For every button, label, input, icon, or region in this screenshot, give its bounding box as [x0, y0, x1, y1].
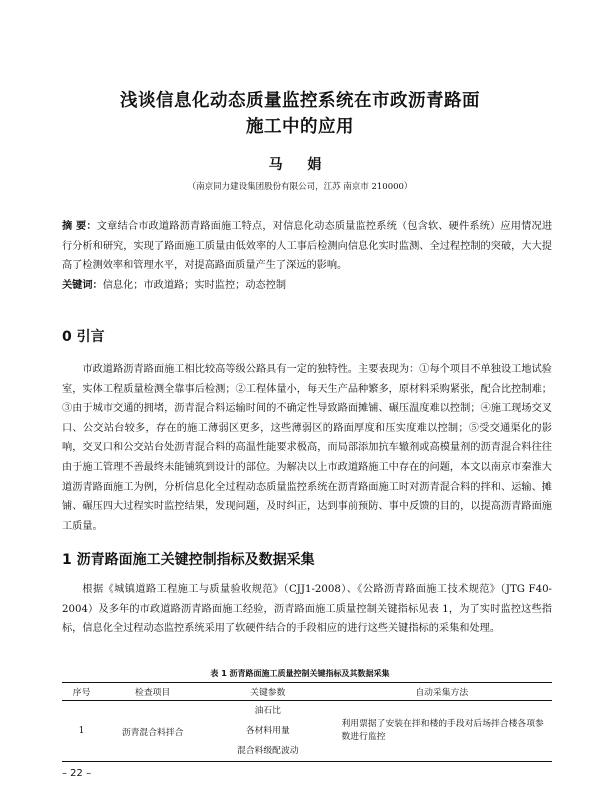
param-1: 油石比	[254, 706, 281, 716]
cell-no: 1	[62, 701, 101, 762]
abstract-text: 文章结合市政道路沥青路面施工特点，对信息化动态质量监控系统（包含软、硬件系统）应用情况进行分析和研究，实现了路面施工质量由低效率的人工事后检测向信息化实时监测、全过程控制的突破，大大提高了检测效率和管理水平，对提高路面质量产生了深远的影响。	[62, 221, 553, 271]
section-1-paragraph: 根据《城镇道路工程施工与质量验收规范》（CJJ1-2008）、《公路沥青路面施工技术规范》（JTG F40-2004）及多年的市政道路沥青路面施工经验，沥青路面施工质量控制关键指标见表 1，为了实时监控这些指标，信息化全过程动态监控系统采用了软硬件结合的手段相应的进行这些关键指标的采集和处理。	[62, 584, 552, 635]
abstract-label: 摘 要：	[62, 221, 97, 232]
abstract	[62, 217, 552, 276]
col-header-no: 序号	[62, 683, 101, 701]
section-0-heading: 0 引言	[62, 329, 105, 345]
param-2: 各材料用量	[245, 726, 290, 736]
param-3: 混合料级配波动	[236, 746, 299, 756]
col-header-item: 检查项目	[101, 683, 204, 701]
paper-title	[0, 88, 600, 140]
title-line-1: 浅谈信息化动态质量监控系统在市政沥青路面	[120, 91, 480, 111]
title-line-2: 施工中的应用	[246, 117, 354, 137]
cell-params	[204, 701, 331, 762]
table-row	[62, 701, 552, 762]
col-header-method: 自动采集方法	[331, 683, 552, 701]
table-1	[62, 682, 552, 762]
abstract-block	[62, 217, 552, 295]
section-1-heading: 1 沥青路面施工关键控制指标及数据采集	[62, 552, 315, 568]
keywords-text: 信息化；市政道路；实时监控；动态控制	[102, 279, 287, 291]
page-number: – 22 –	[62, 768, 92, 779]
keywords-label: 关键词：	[62, 279, 103, 291]
table-header-row	[62, 683, 552, 701]
author-affiliation: （南京同力建设集团股份有限公司，江苏 南京市 210000）	[187, 182, 413, 192]
cell-item: 沥青混合料拌合	[101, 701, 204, 762]
keywords	[62, 276, 552, 296]
author-name: 马 娟	[268, 157, 332, 173]
col-header-params: 关键参数	[204, 683, 331, 701]
cell-method: 利用票据了安装在拌和楼的手段对后场拌合楼各项参数进行监控	[331, 701, 552, 762]
section-0-paragraph: 市政道路沥青路面施工相比较高等级公路具有一定的独特性。主要表现为：①每个项目不单独设工地试验室，实体工程质量检测全靠事后检测；②工程体量小，每天生产品种繁多，原材料采购紧张，配合比控制难；③由于城市交通的拥堵，沥青混合料运输时间的不确定性导致路面摊铺、碾压温度难以控制；④施工现场交叉口、公交站台较多，存在的施工薄弱区更多，这些薄弱区的路面厚度和压实度难以控制；⑤受交通渠化的影响，交叉口和公交站台处沥青混合料的高温性能要求极高，而局部添加抗车辙剂或高模量剂的沥青混合料往往由于施工管理不善最终未能铺筑到设计的部位。为解决以上市政道路施工中存在的问题，本文以南京市秦淮大道沥青路面施工为例，分析信息化全过程动态质量监控系统在沥青路面施工时对沥青混合料的拌和、运输、摊铺、碾压四大过程实时监控结果，发现问题，及时纠正，达到事前预防、事中反馈的目的，以提高沥青路面施工质量。	[62, 364, 552, 532]
table-1-caption: 表 1 沥青路面施工质量控制关键指标及其数据采集	[210, 669, 390, 678]
